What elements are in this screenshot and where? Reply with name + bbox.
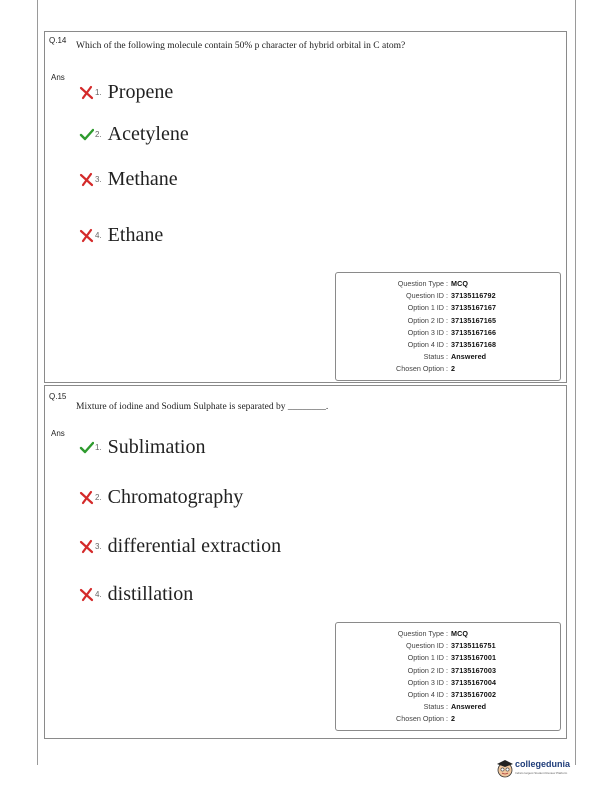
wrong-cross-icon bbox=[79, 587, 94, 602]
info-key: Option 1 ID : bbox=[407, 653, 448, 663]
info-key: Option 3 ID : bbox=[407, 327, 448, 337]
option-text: Methane bbox=[107, 167, 178, 190]
question-card-15 bbox=[44, 385, 567, 739]
info-row bbox=[336, 278, 560, 290]
info-row bbox=[336, 713, 560, 725]
wrong-cross-icon bbox=[79, 85, 94, 100]
correct-check-icon bbox=[79, 127, 94, 142]
option-1 bbox=[79, 434, 205, 460]
option-2 bbox=[79, 484, 243, 510]
info-value: 37135116751 bbox=[451, 641, 496, 651]
info-key: Question Type : bbox=[397, 629, 448, 638]
info-value: MCQ bbox=[451, 279, 469, 288]
info-row bbox=[336, 302, 560, 314]
answer-label: Ans bbox=[51, 429, 65, 438]
info-value: 37135167166 bbox=[451, 327, 497, 337]
wrong-cross-icon bbox=[79, 172, 94, 187]
info-row bbox=[336, 677, 560, 689]
option-text: Sublimation bbox=[107, 435, 206, 458]
info-key: Status : bbox=[423, 352, 448, 362]
option-2 bbox=[79, 121, 189, 147]
option-number: 4. bbox=[95, 230, 102, 240]
info-key: Question ID : bbox=[406, 641, 448, 651]
wrong-cross-icon bbox=[79, 539, 94, 554]
question-card-14 bbox=[44, 31, 567, 383]
question-number: Q.14 bbox=[49, 36, 67, 45]
question-text: Mixture of iodine and Sodium Sulphate is separated by ________. bbox=[76, 402, 329, 412]
info-value: MCQ bbox=[451, 629, 469, 638]
info-value: 2 bbox=[451, 364, 456, 374]
info-key: Question ID : bbox=[406, 291, 448, 301]
option-text: Ethane bbox=[107, 223, 164, 246]
info-row bbox=[336, 290, 560, 302]
info-key: Chosen Option : bbox=[396, 364, 448, 374]
option-3 bbox=[79, 533, 281, 559]
option-number: 1. bbox=[95, 87, 102, 97]
info-row bbox=[336, 640, 560, 652]
info-value: Answered bbox=[451, 352, 487, 362]
option-number: 1. bbox=[95, 442, 102, 452]
collegedunia-logo bbox=[496, 756, 570, 782]
logo-wordmark: collegedunia bbox=[515, 759, 571, 769]
info-value: 37135167003 bbox=[451, 665, 497, 675]
info-row bbox=[336, 327, 560, 339]
info-key: Option 3 ID : bbox=[407, 677, 448, 687]
option-text: Chromatography bbox=[107, 485, 244, 508]
logo-tagline: India's largest Student Review Platform bbox=[515, 771, 568, 775]
page-right-rule bbox=[575, 0, 576, 765]
info-row bbox=[336, 363, 560, 375]
question-text: Which of the following molecule contain 50% p character of hybrid orbital in C atom? bbox=[76, 41, 406, 51]
question-info-box bbox=[335, 272, 561, 381]
option-1 bbox=[79, 79, 173, 105]
info-row bbox=[336, 652, 560, 664]
info-key: Option 1 ID : bbox=[407, 303, 448, 313]
question-info-box bbox=[335, 622, 561, 731]
info-row bbox=[336, 628, 560, 640]
wrong-cross-icon bbox=[79, 228, 94, 243]
info-key: Option 4 ID : bbox=[407, 690, 448, 700]
option-text: distillation bbox=[107, 582, 194, 605]
option-number: 4. bbox=[95, 589, 102, 599]
info-row bbox=[336, 339, 560, 351]
correct-check-icon bbox=[79, 440, 94, 455]
option-number: 2. bbox=[95, 492, 102, 502]
info-key: Status : bbox=[423, 702, 448, 712]
info-row bbox=[336, 689, 560, 701]
info-value: 37135167004 bbox=[451, 677, 497, 687]
info-row bbox=[336, 351, 560, 363]
info-value: 2 bbox=[451, 714, 456, 724]
info-value: 37135167168 bbox=[451, 340, 497, 350]
mascot-icon bbox=[496, 758, 514, 780]
question-number: Q.15 bbox=[49, 392, 67, 401]
info-row bbox=[336, 665, 560, 677]
info-value: 37135167167 bbox=[451, 303, 497, 313]
page-left-rule bbox=[37, 0, 38, 765]
option-text: Acetylene bbox=[107, 122, 189, 145]
option-text: differential extraction bbox=[107, 534, 282, 557]
option-text: Propene bbox=[107, 80, 174, 103]
info-key: Option 4 ID : bbox=[407, 340, 448, 350]
info-value: 37135116792 bbox=[451, 291, 496, 301]
info-key: Option 2 ID : bbox=[407, 315, 448, 325]
info-row bbox=[336, 701, 560, 713]
option-number: 3. bbox=[95, 174, 102, 184]
info-key: Option 2 ID : bbox=[407, 665, 448, 675]
option-4 bbox=[79, 581, 193, 607]
info-value: Answered bbox=[451, 702, 487, 712]
answer-label: Ans bbox=[51, 73, 65, 82]
option-number: 2. bbox=[95, 129, 102, 139]
info-value: 37135167001 bbox=[451, 653, 497, 663]
option-number: 3. bbox=[95, 541, 102, 551]
info-row bbox=[336, 315, 560, 327]
info-key: Question Type : bbox=[397, 279, 448, 288]
option-3 bbox=[79, 166, 178, 192]
wrong-cross-icon bbox=[79, 490, 94, 505]
option-4 bbox=[79, 222, 163, 248]
info-value: 37135167165 bbox=[451, 315, 497, 325]
info-key: Chosen Option : bbox=[396, 714, 448, 724]
info-value: 37135167002 bbox=[451, 690, 497, 700]
